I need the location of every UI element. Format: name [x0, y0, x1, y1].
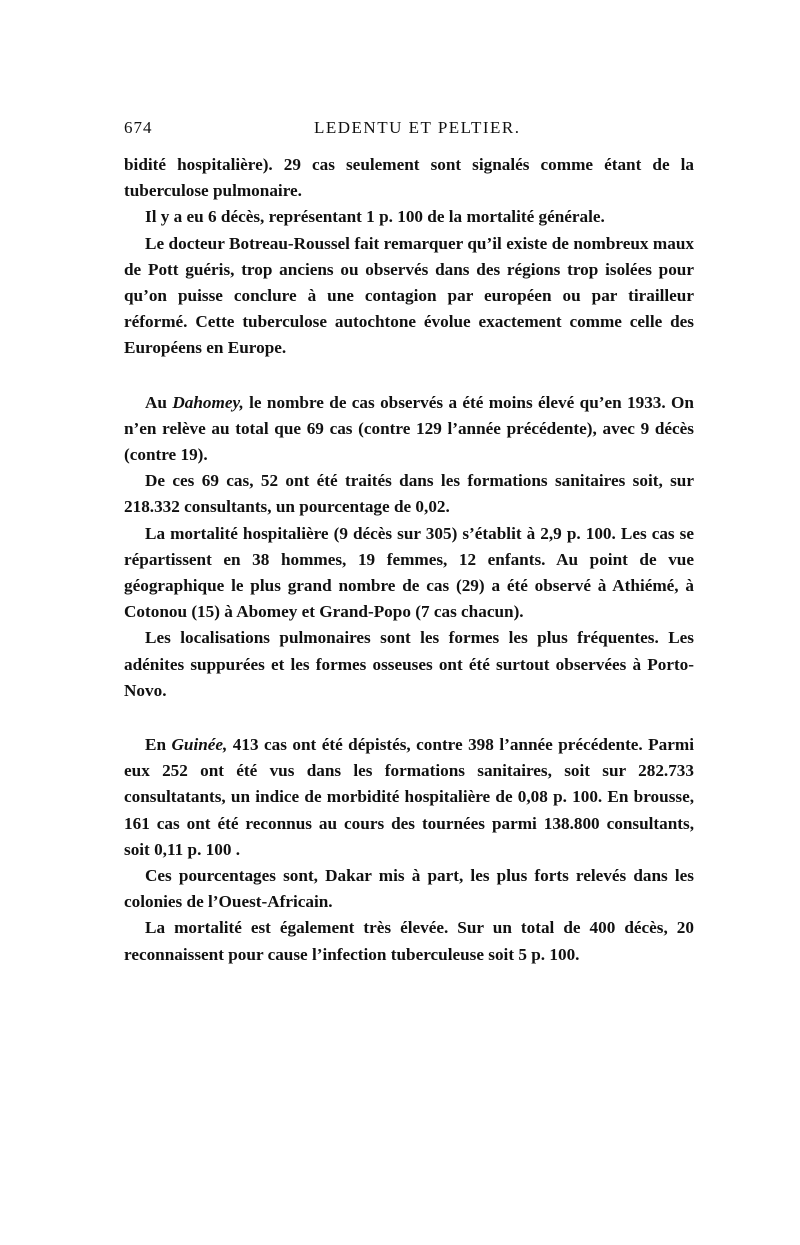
paragraph: Ces pourcentages sont, Dakar mis à part, les plus forts relevés dans les colonies de l’Ouest-Africain.: [124, 866, 694, 912]
paragraph: La mortalité est également très élevée. Sur un total de 400 décès, 20 reconnaissent pour cause l’infection tuberculeuse soit 5 p. 100.: [124, 918, 694, 964]
running-header: [124, 118, 694, 144]
paragraph-body: le nombre de cas observés a été moins élevé qu’en 1933. On n’en relève au total que 69 cas (contre 129 l’année précédente), avec 9 décès (contre 19).: [124, 392, 694, 465]
place-name: Guinée,: [171, 735, 228, 755]
page-number: 674: [124, 118, 153, 137]
paragraph: Les localisations pulmonaires sont les formes les plus fréquentes. Les adénites suppurées et les formes osseuses ont été surtout observées à Porto-Novo.: [124, 628, 694, 700]
paragraph-body: 413 cas ont été dépistés, contre 398 l’année précédente. Parmi eux 252 ont été vus dans les formations sanitaires, soit sur 282.733 consultatants, un indice de morbidité hospitalière de 0,08 p. 100. En brousse, 161 cas ont été reconnus au cours des tournées parmi 138.800 consultants, soit 0,11 p. 100 .: [124, 735, 694, 859]
place-name: Dahomey,: [172, 392, 244, 412]
paragraph: La mortalité hospitalière (9 décès sur 305) s’établit à 2,9 p. 100. Les cas se répartissent en 38 hommes, 19 femmes, 12 enfants. Au point de vue géographique le plus grand nombre de cas (29) a été observé à Athiémé, à Cotonou (15) à Abomey et Grand-Popo (7 cas chacun).: [124, 523, 694, 622]
paragraph-guinee: [124, 732, 694, 863]
paragraph: Il y a eu 6 décès, représentant 1 p. 100 de la mortalité générale.: [145, 207, 605, 227]
paragraph: De ces 69 cas, 52 ont été traités dans les formations sanitaires soit, sur 218.332 consultants, un pourcentage de 0,02.: [124, 471, 694, 517]
paragraph-dahomey: [124, 390, 694, 469]
body-text: [124, 152, 694, 968]
running-title: LEDENTU ET PELTIER.: [314, 118, 521, 137]
paragraph-prefix: Au: [145, 392, 173, 412]
paragraph-prefix: En: [145, 735, 172, 755]
paragraph: Le docteur Botreau-Roussel fait remarquer qu’il existe de nombreux maux de Pott guéris, trop anciens ou observés dans des régions trop isolées pour qu’on puisse conclure à une contagion par européen ou par tirailleur réformé. Cette tuberculose autochtone évolue exactement comme celle des Européens en Europe.: [124, 233, 694, 358]
paragraph: bidité hospitalière). 29 cas seulement sont signalés comme étant de la tuberculose pulmonaire.: [124, 155, 694, 201]
